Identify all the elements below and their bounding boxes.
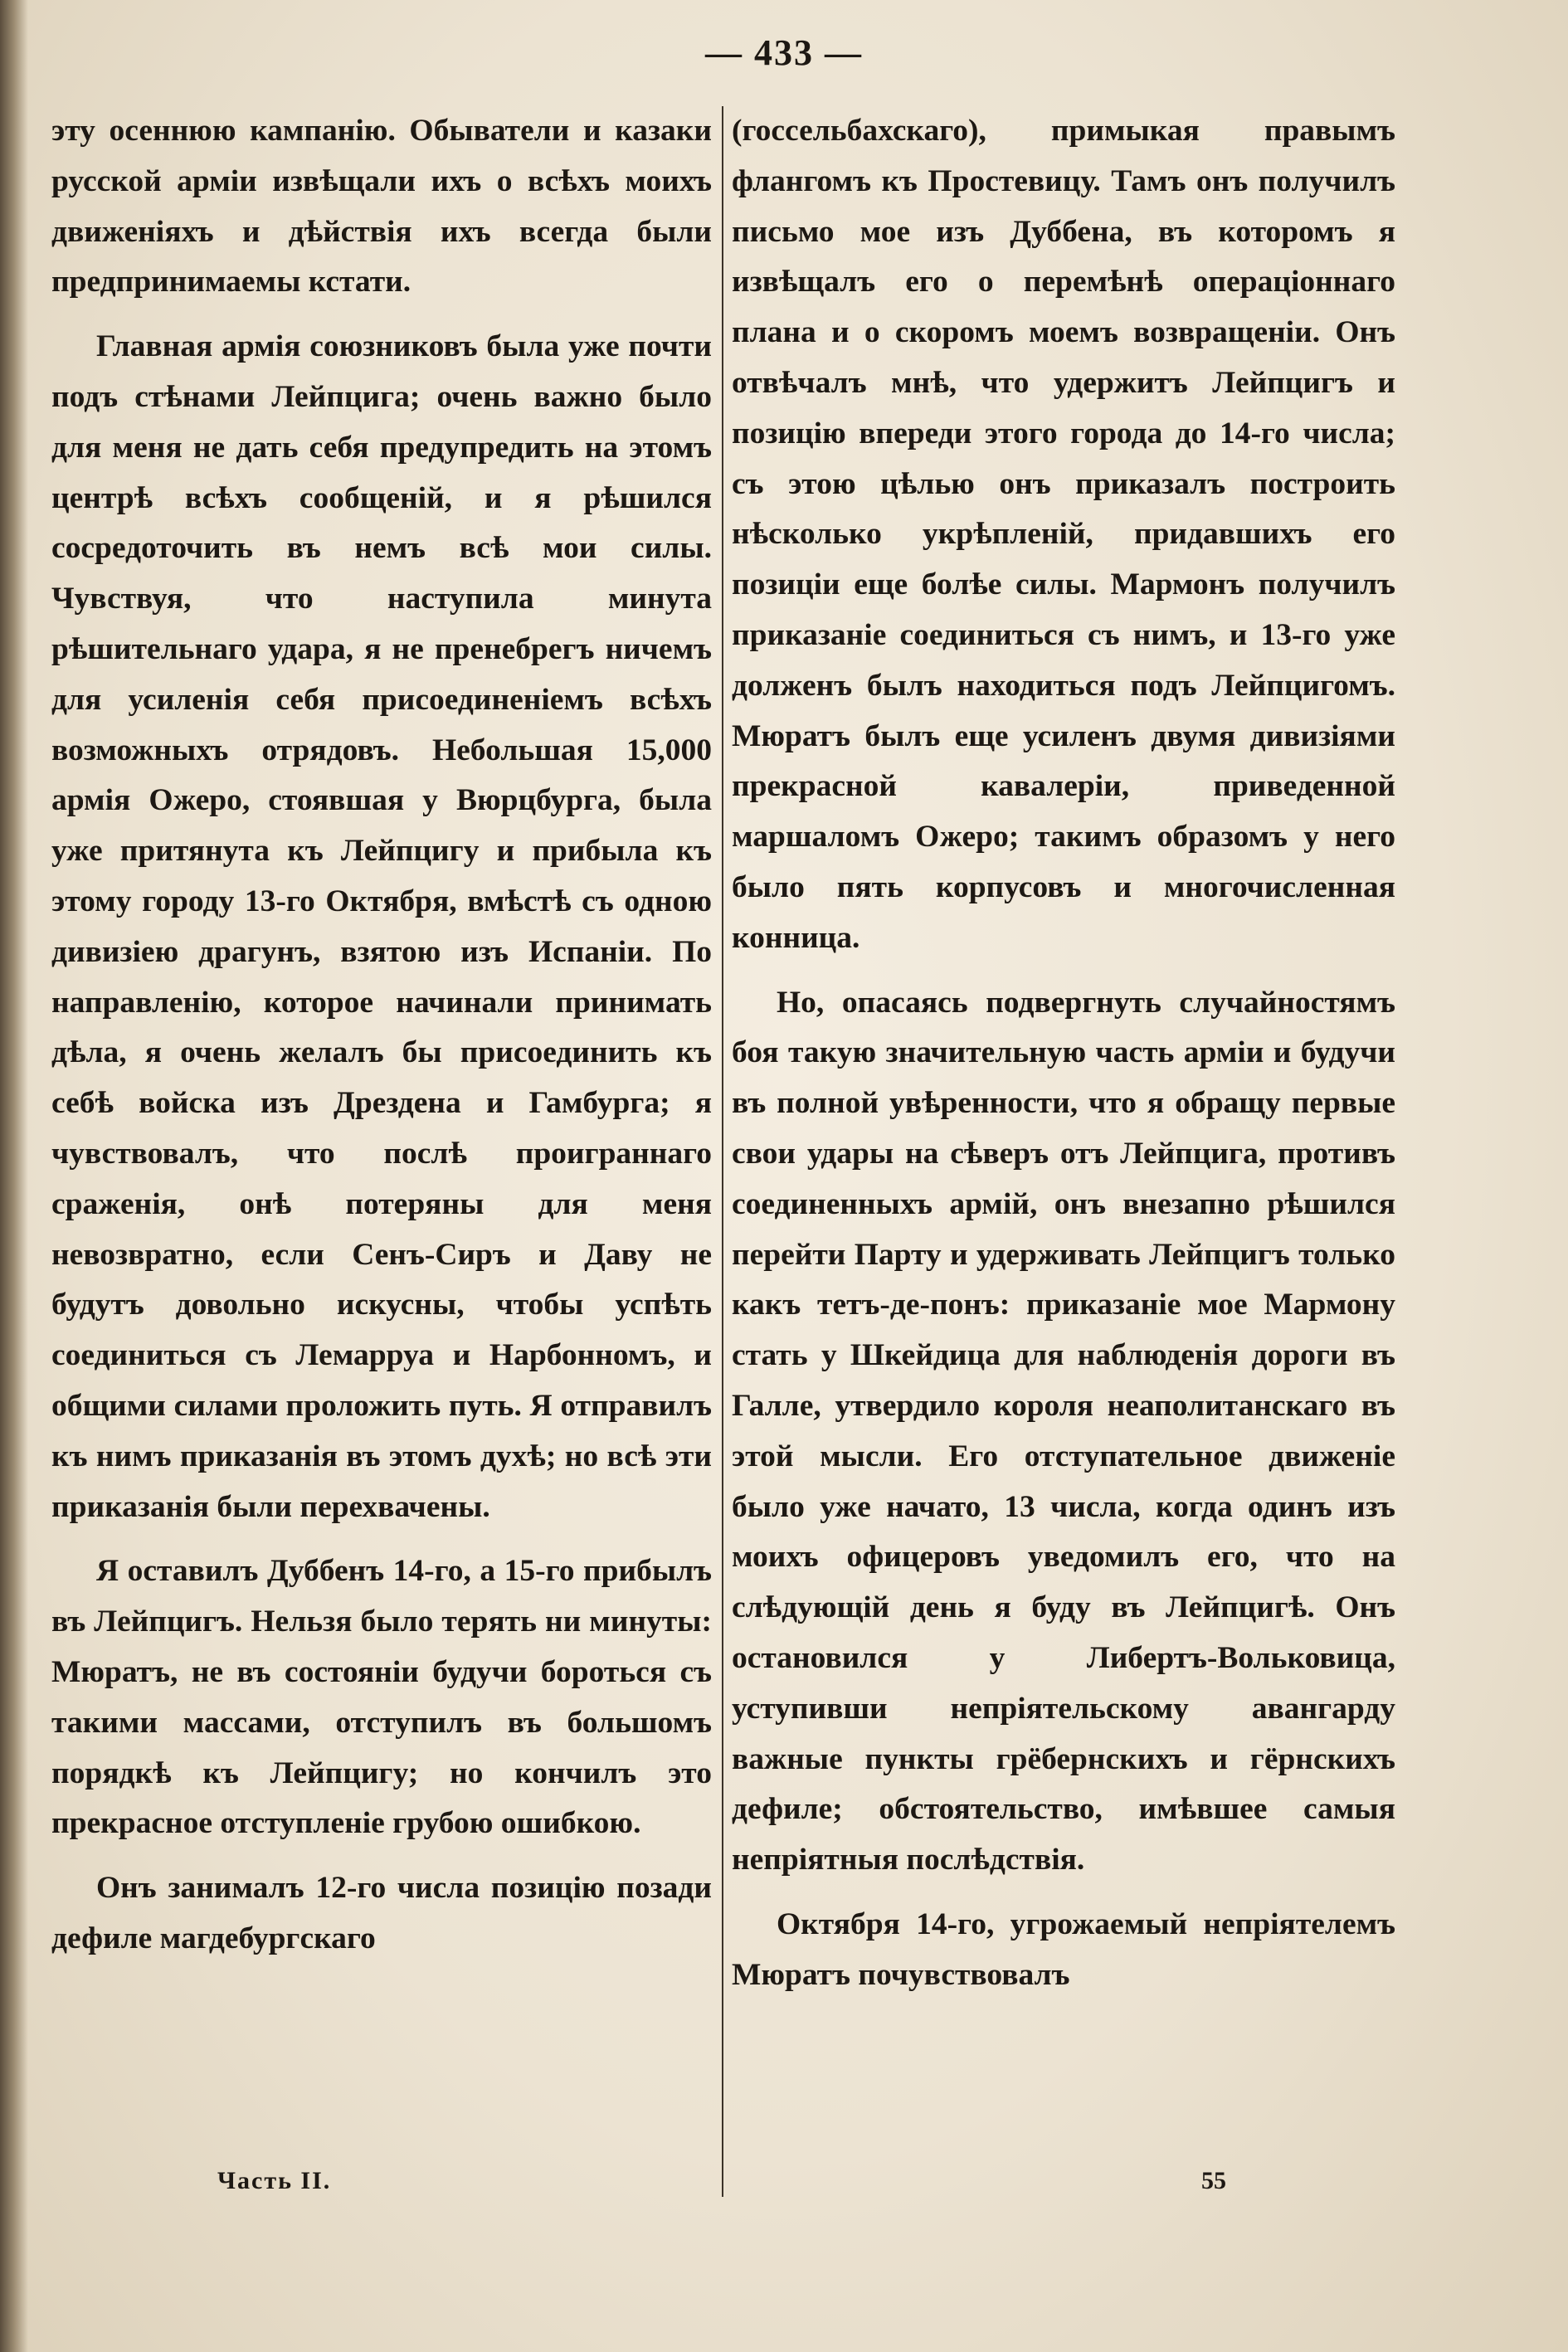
footer-signature-number: 55 xyxy=(1201,2167,1226,2194)
paragraph: эту осеннюю кампанію. Обыватели и казаки русской арміи извѣщали ихъ о всѣхъ моихъ движеніяхъ и дѣйствія ихъ всегда были предпринимаемы кстати. xyxy=(51,114,712,299)
paragraph: Но, опасаясь подвергнуть случайностямъ боя такую значительную часть арміи и будучи въ полной увѣренности, что я обращу первые свои удары на сѣверъ отъ Лейпцига, противъ соединенныхъ армій, онъ внезапно рѣшился перейти Парту и удерживать Лейпцигъ только какъ тетъ-де-понъ: приказаніе мое Мармону стать у Шкейдица для наблюденія дороги въ Галле, утвердило короля неаполитанскаго въ этой мысли. Его отступательное движеніе было уже начато, 13 числа, когда одинъ изъ моихъ офицеровъ уведомилъ его, что на слѣдующій день я буду въ Лейпцигѣ. Онъ остановился у Либертъ-Вольковица, уступивши непріятельскому авангарду важные пункты грёбернскихъ и гёрнскихъ дефиле; обстоятельство, имѣвшее самыя непріятныя послѣдствія. xyxy=(732,985,1395,1877)
column-divider xyxy=(722,106,723,2197)
right-text-column xyxy=(732,106,1395,2155)
paragraph: Главная армія союзниковъ была уже почти подъ стѣнами Лейпцига; очень важно было для меня не дать себя предупредить на этомъ центрѣ всѣхъ сообщеній, и я рѣшился сосредоточить въ немъ всѣ мои силы. Чувствуя, что наступила минута рѣшительнаго удара, я не пренебрегъ ничемъ для усиленія себя присоединеніемъ всѣхъ возможныхъ отрядовъ. Небольшая 15,000 армія Ожеро, стоявшая у Вюрцбурга, была уже притянута къ Лейпцигу и прибыла къ этому городу 13-го Октября, вмѣстѣ съ одною дивизіею драгунъ, взятою изъ Испаніи. По направленію, которое начинали принимать дѣла, я очень желалъ бы присоединить къ себѣ войска изъ Дрездена и Гамбурга; я чувствовалъ, что послѣ проиграннаго сраженія, онѣ потеряны для меня невозвратно, если Сенъ-Сиръ и Даву не будутъ довольно искусны, чтобы успѣть соединиться съ Лемарруа и Нарбонномъ, и общими силами проложить путь. Я отправилъ къ нимъ приказанія въ этомъ духѣ; но всѣ эти приказанія были перехвачены. xyxy=(51,329,712,1524)
page-number: — 433 — xyxy=(705,32,863,73)
paragraph: Онъ занималъ 12-го числа позицію позади дефиле магдебургскаго xyxy=(51,1871,712,1955)
paragraph: (госсельбахскаго), примыкая правымъ флангомъ къ Простевицу. Тамъ онъ получилъ письмо мое изъ Дуббена, въ которомъ я извѣщалъ его о перемѣнѣ операціоннаго плана и о скоромъ моемъ возвращеніи. Онъ отвѣчалъ мнѣ, что удержитъ Лейпцигъ и позицію впереди этого города до 14-го числа; съ этою цѣлью онъ приказалъ построить нѣсколько укрѣпленій, придавшихъ его позиціи еще болѣе силы. Мармонъ получилъ приказаніе соединиться съ нимъ, и 13-го уже долженъ былъ находиться подъ Лейпцигомъ. Мюратъ былъ еще усиленъ двумя дивизіями прекрасной кавалеріи, приведенной маршаломъ Ожеро; такимъ образомъ у него было пять корпусовъ и многочисленная конница. xyxy=(732,114,1395,955)
footer-part-label: Часть II. xyxy=(217,2167,332,2194)
paragraph: Октября 14-го, угрожаемый непріятелемъ Мюратъ почувствовалъ xyxy=(732,1906,1395,1992)
paragraph: Я оставилъ Дуббенъ 14-го, а 15-го прибылъ въ Лейпцигъ. Нельзя было терять ни минуты: Мюратъ, не въ состояніи будучи бороться съ такими массами, отступилъ въ большомъ порядкѣ къ Лейпцигу; но кончилъ это прекрасное отступленіе грубою ошибкою. xyxy=(51,1554,712,1841)
left-text-column xyxy=(51,106,712,2155)
page-binding-edge xyxy=(0,0,28,2352)
